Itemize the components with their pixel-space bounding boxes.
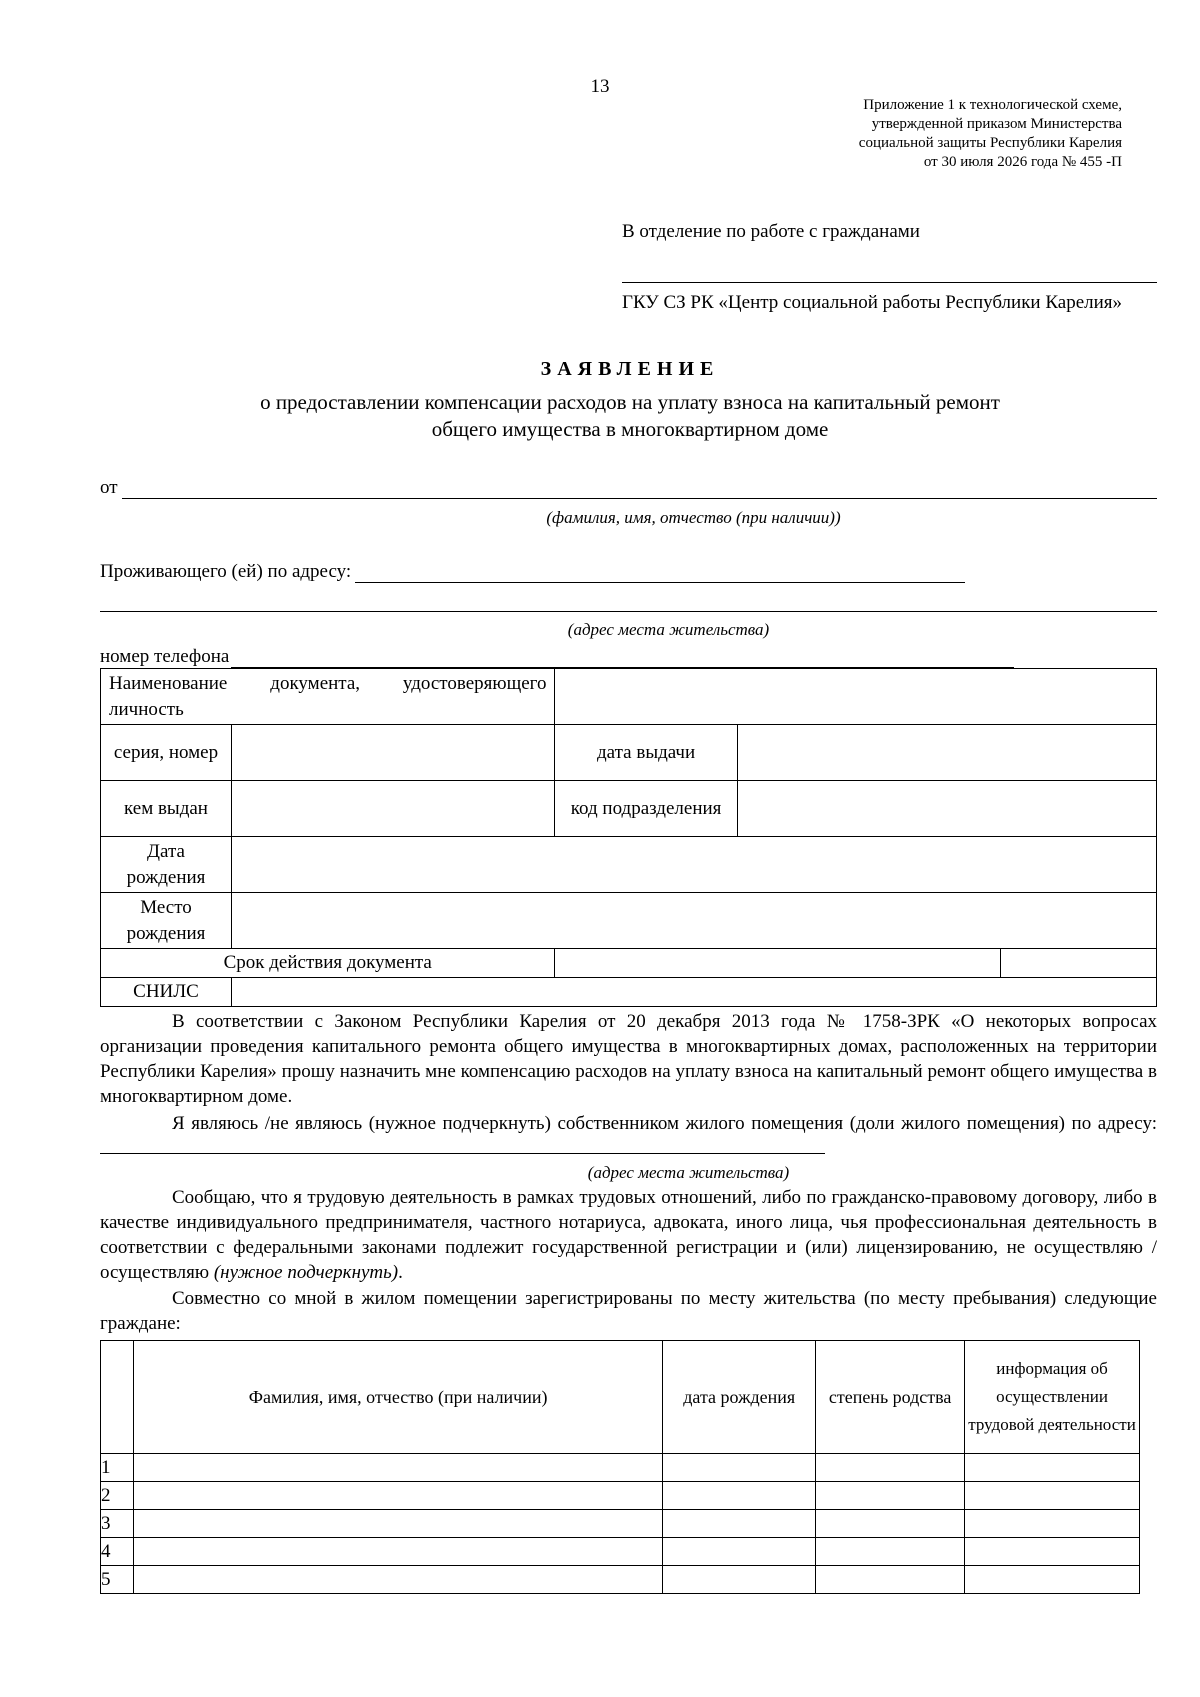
phone-label: номер телефона [100,646,230,667]
num-header [101,1341,134,1454]
paragraph-work: Сообщаю, что я трудовую деятельность в рамках трудовых отношений, либо по гражданско-правовому договору, либо в качестве индивидуального предпринимателя, частного нотариуса, адвоката, иного лица, чья профессиональная деятельность в соответствии с федеральными законами подлежит государственной регистрации и (или) лицензированию, не осуществляю / осуществляю (нужное подчеркнуть). [100,1187,1157,1283]
row-birth[interactable] [663,1482,816,1510]
row-work[interactable] [965,1566,1140,1594]
row-fio[interactable] [133,1454,662,1482]
row-relation[interactable] [816,1454,965,1482]
series-label: серия, номер [101,725,232,781]
issued-by-label: кем выдан [101,781,232,837]
row-relation[interactable] [816,1566,965,1594]
fio-field[interactable] [122,480,1157,499]
row-relation[interactable] [816,1510,965,1538]
table-row [101,1482,1140,1510]
page-number: 13 [590,76,610,97]
fio-caption: (фамилия, имя, отчество (при наличии)) [546,508,841,527]
row-work[interactable] [965,1482,1140,1510]
from-row [100,477,1157,499]
paragraph-owner-text: Я являюсь /не являюсь (нужное подчеркнуть) собственником жилого помещения (доли жилого помещения) по адресу: [172,1113,1157,1134]
paragraph-work-text: Сообщаю, что я трудовую деятельность в рамках трудовых отношений, либо по гражданско-правовому договору, либо в качестве индивидуального предпринимателя, частного нотариуса, адвоката, иного лица, чья профессиональная деятельность в соответствии с федеральными законами подлежит государственной регистрации и (или) лицензированию, не осуществляю / осуществляю [100,1187,1157,1283]
row-work[interactable] [965,1454,1140,1482]
table-row [101,1454,1140,1482]
appendix-line-3: социальной защиты Республики Карелия [858,135,1122,151]
birth-date-value[interactable] [231,837,1156,893]
row-number: 4 [101,1538,134,1566]
birth-header: дата рождения [663,1341,816,1454]
address-caption: (адрес места жительства) [567,620,770,639]
work-header: информация об осуществлении трудовой деятельности [965,1341,1140,1454]
row-birth[interactable] [663,1538,816,1566]
row-fio[interactable] [133,1510,662,1538]
validity-label: Срок действия документа [101,949,555,978]
phone-field[interactable] [231,649,1014,668]
row-birth[interactable] [663,1566,816,1594]
document-title: ЗАЯВЛЕНИЕ [540,358,720,380]
id-document-table [100,668,1157,1007]
address-field-line-2[interactable] [100,611,1157,612]
row-number: 1 [101,1454,134,1482]
snils-value[interactable] [231,978,1156,1007]
issue-date-value[interactable] [737,725,1156,781]
birth-place-label: Место рождения [101,893,232,949]
subtitle-line-2: общего имущества в многоквартирном доме [431,417,829,441]
series-value[interactable] [231,725,555,781]
row-work[interactable] [965,1510,1140,1538]
address-label: Проживающего (ей) по адресу: [100,561,352,582]
appendix-line-2: утвержденной приказом Министерства [871,116,1122,132]
appendix-line-1: Приложение 1 к технологической схеме, [863,97,1122,113]
document-subtitle [150,389,1110,443]
row-number: 2 [101,1482,134,1510]
addressee-block [622,218,1157,317]
table-row [101,1510,1140,1538]
owner-address-field[interactable] [100,1137,825,1154]
row-number: 3 [101,1510,134,1538]
fio-header: Фамилия, имя, отчество (при наличии) [133,1341,662,1454]
paragraph-cohabitants: Совместно со мной в жилом помещении зарегистрированы по месту жительства (по месту пребывания) следующие граждане: [100,1288,1157,1334]
addressee-fill-line[interactable] [622,250,1157,283]
division-code-label: код подразделения [555,781,737,837]
validity-value-2[interactable] [1001,949,1157,978]
birth-date-label: Дата рождения [101,837,232,893]
paragraph-owner [100,1111,1157,1161]
address-field[interactable] [355,564,965,583]
table-row [101,1566,1140,1594]
addressee-line-2: ГКУ СЗ РК «Центр социальной работы Республики Карелия» [622,292,1123,313]
appendix-line-4: от 30 июля 2026 года № 455 -П [923,154,1122,170]
appendix-note [859,96,1122,172]
row-relation[interactable] [816,1482,965,1510]
issued-by-value[interactable] [231,781,555,837]
id-doc-label: Наименование документа, удостоверяющего личность [101,669,555,725]
addressee-line-1: В отделение по работе с гражданами [622,221,920,242]
row-birth[interactable] [663,1510,816,1538]
row-relation[interactable] [816,1538,965,1566]
validity-value-1[interactable] [555,949,1001,978]
paragraph-law: В соответствии с Законом Республики Карелия от 20 декабря 2013 года № 1758-ЗРК «О некоторых вопросах организации проведения капитального ремонта общего имущества в многоквартирных домах, расположенных на территории Республики Карелия» прошу назначить мне компенсацию расходов на уплату взноса на капитальный ремонт общего имущества в многоквартирном доме. [100,1011,1157,1107]
owner-address-caption: (адрес места жительства) [587,1163,790,1182]
subtitle-line-1: о предоставлении компенсации расходов на уплату взноса на капитальный ремонт [260,390,1000,414]
issue-date-label: дата выдачи [555,725,737,781]
id-doc-value[interactable] [555,669,1157,725]
row-number: 5 [101,1566,134,1594]
birth-place-value[interactable] [231,893,1156,949]
division-code-value[interactable] [737,781,1156,837]
cohabitants-table [100,1340,1140,1594]
row-birth[interactable] [663,1454,816,1482]
address-row [100,561,965,583]
table-row [101,1538,1140,1566]
row-fio[interactable] [133,1482,662,1510]
paragraph-work-note: (нужное подчеркнуть) [213,1262,399,1283]
row-fio[interactable] [133,1566,662,1594]
row-work[interactable] [965,1538,1140,1566]
phone-row [100,646,1014,668]
row-fio[interactable] [133,1538,662,1566]
snils-label: СНИЛС [101,978,232,1007]
from-label: от [100,477,118,498]
relation-header: степень родства [816,1341,965,1454]
